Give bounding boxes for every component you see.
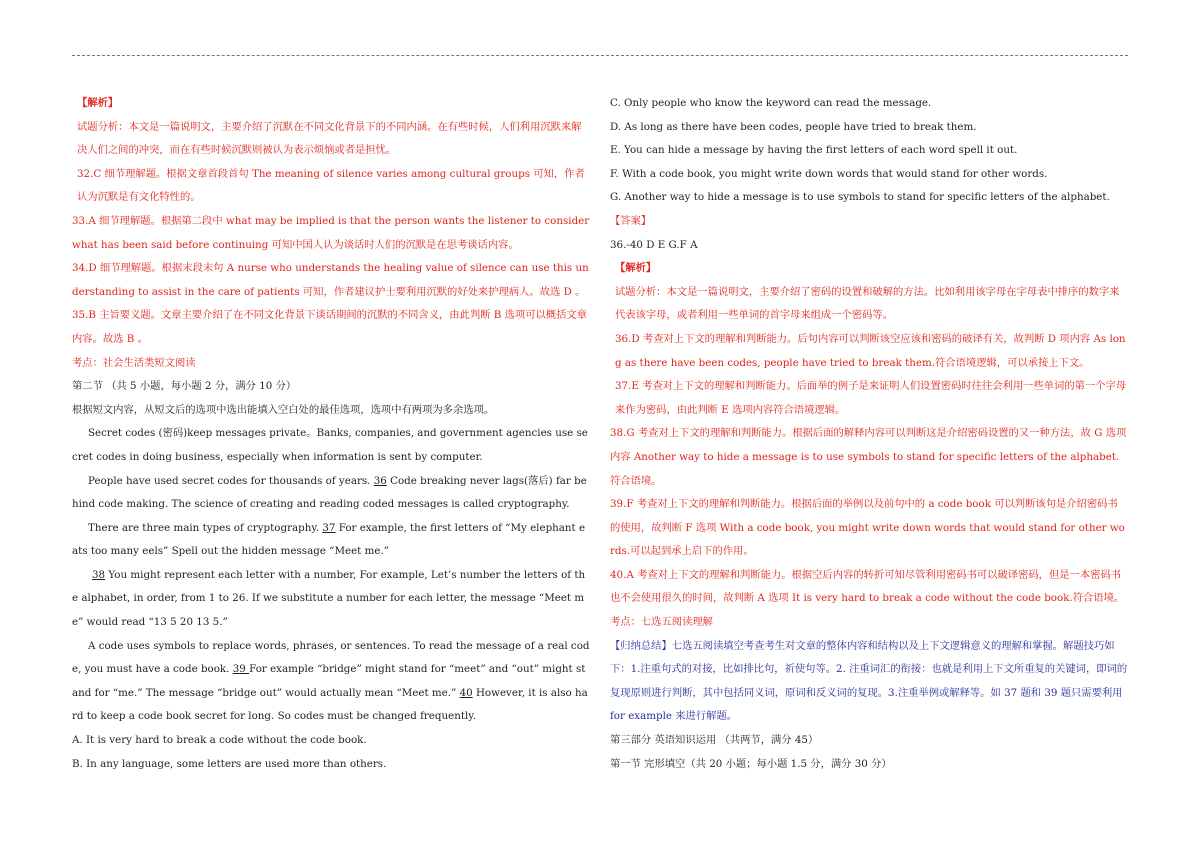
analysis-37: 37.E 考查对上下文的理解和判断能力。后面举的例子是来证明人们设置密码时往往会利用一些单词的第一个字母来作为密码，由此判断 E 选项内容符合语境逻辑。 [615, 380, 1127, 416]
blank-36: 36 [373, 474, 387, 487]
blank-38: 38 [92, 568, 106, 581]
option-c: C. Only people who know the keyword can read the message. [610, 97, 932, 109]
passage-paragraph-3: There are three main types of cryptography. 37 For example, the first letters of “My elephant eats too many eels” Spell out the hidden message “Meet me.” [72, 521, 586, 558]
option-f: F. With a code book, you might write down words that would stand for other words. [610, 167, 1048, 180]
answer-heading: 【答案】 [610, 214, 652, 227]
analysis-summary: 试题分析：本文是一篇说明文，主要介绍了沉默在不同文化背景下的不同内涵。在有些时候，人们利用沉默来解决人们之间的冲突，而在有些时候沉默则被认为表示烦恼或者是担忧。 [77, 120, 582, 157]
option-g: G. Another way to hide a message is to use symbols to stand for specific letters of the alphabet. [610, 191, 1110, 204]
blank-37: 37 [322, 521, 336, 534]
analysis-heading: 【解析】 [77, 97, 119, 109]
blank-40: 40 [459, 686, 473, 699]
topic-label: 考点：社会生活类短文阅读 [72, 356, 196, 369]
passage-paragraph-5: A code uses symbols to replace words, phrases, or sentences. To read the message of a real code, you must have a code book. 39 For example “bridge” might stand for “meet” and “out” might stand for “me.” The message “bridge out” would actually mean “Meet me.” 40 However, it is also hard to keep a code book secret for long. So codes must be changed frequently. [72, 639, 590, 723]
answer-key: 36.-40 D E G.F A [610, 238, 698, 251]
analysis-heading-2: 【解析】 [615, 262, 657, 275]
analysis-33: 33.A 细节理解题。根据第二段中 what may be implied is that the person wants the listener to consider what has been said before continuing 可知中国人认为谈话时人们的沉默是在思考谈话内容。 [72, 214, 590, 251]
right-column [610, 92, 1128, 776]
section-two-instructions: 根据短文内容，从短文后的选项中选出能填入空白处的最佳选项，选项中有两项为多余选项。 [72, 403, 495, 416]
part-three-heading: 第三部分 英语知识运用 （共两节，满分 45） [610, 734, 819, 747]
analysis-summary-2: 试题分析：本文是一篇说明文，主要介绍了密码的设置和破解的方法。比如利用该字母在字母表中排序的数字来代表该字母，或者利用一些单词的首字母来组成一个密码等。 [615, 285, 1120, 322]
analysis-40: 40.A 考查对上下文的理解和判断能力。根据空后内容的转折可知尽管利用密码书可以破译密码，但是一本密码书也不会使用很久的时间，故判断 A 选项 It is very hard to break a code without the code book.符合语境。 [610, 568, 1125, 605]
analysis-35: 35.B 主旨要义题。文章主要介绍了在不同文化背景下谈话期间的沉默的不同含义，由此判断 B 选项可以概括文章内容。故选 B 。 [72, 309, 587, 345]
topic-label-2: 考点：七选五阅读理解 [610, 616, 713, 629]
analysis-32: 32.C 细节理解题。根据文章首段首句 The meaning of silence varies among cultural groups 可知，作者认为沉默是有文化特性的。 [77, 167, 585, 204]
passage-paragraph-1: Secret codes (密码)keep messages private。Banks, companies, and government agencies use secret codes in doing business, especially when information is sent by computer. [72, 427, 588, 463]
option-a: A. It is very hard to break a code without the code book. [72, 734, 367, 747]
section-one-heading: 第一节 完形填空（共 20 小题；每小题 1.5 分，满分 30 分） [610, 757, 892, 770]
blank-39: 39 [232, 663, 250, 676]
analysis-39: 39.F 考查对上下文的理解和判断能力。根据后面的举例以及前句中的 a code book 可以判断该句是介绍密码书的使用，故判断 F 选项 With a code book, you might write down words that would stand for other words.可以起到承上启下的作用。 [610, 498, 1125, 558]
analysis-38: 38.G 考查对上下文的理解和判断能力。根据后面的解释内容可以判断这是介绍密码设置的又一种方法，故 G 选项内容 Another way to hide a message is to use symbols to stand for specific letters of the alphabet.符合语境。 [610, 427, 1127, 487]
header-divider [72, 55, 1128, 56]
passage-paragraph-2: People have used secret codes for thousands of years. 36 Code breaking never lags(落后) far behind code making. The science of creating and reading coded messages is called cryptography. [72, 474, 587, 511]
passage-paragraph-4: 38 You might represent each letter with a number, For example, Let’s number the letters of the alphabet, in order, from 1 to 26. If we substitute a number for each letter, the message “Meet me” would read “13 5 20 13 5.” [72, 568, 586, 629]
analysis-36: 36.D 考查对上下文的理解和判断能力。后句内容可以判断该空应该和密码的破译有关，故判断 D 项内容 As long as there have been codes, people have tried to break them.符合语境逻辑，可以承接上下文。 [615, 332, 1126, 369]
option-e: E. You can hide a message by having the first letters of each word spell it out. [610, 144, 1018, 157]
left-column [72, 92, 590, 776]
section-two-heading: 第二节 （共 5 小题，每小题 2 分，满分 10 分） [72, 380, 297, 393]
option-d: D. As long as there have been codes, people have tried to break them. [610, 120, 977, 133]
analysis-34: 34.D 细节理解题。根据末段末句 A nurse who understands the healing value of silence can use this understanding to assist in the care of patients 可知，作者建议护士要利用沉默的好处来护理病人。故选 D 。 [72, 262, 589, 298]
option-b: B. In any language, some letters are used more than others. [72, 757, 387, 770]
summary-tips: 【归纳总结】七选五阅读填空考查考生对文章的整体内容和结构以及上下文逻辑意义的理解和掌握。解题技巧如下：1.注重句式的对接，比如排比句，祈使句等。2. 注重词汇的衔接：也就是利用上下文所重复的关键词，即词的复现原则进行判断，其中包括同义词，原词和反义词的复现。3.注重举例或解释等。如 37 题和 39 题只需要利用 for example 来进行解题。 [610, 639, 1128, 723]
